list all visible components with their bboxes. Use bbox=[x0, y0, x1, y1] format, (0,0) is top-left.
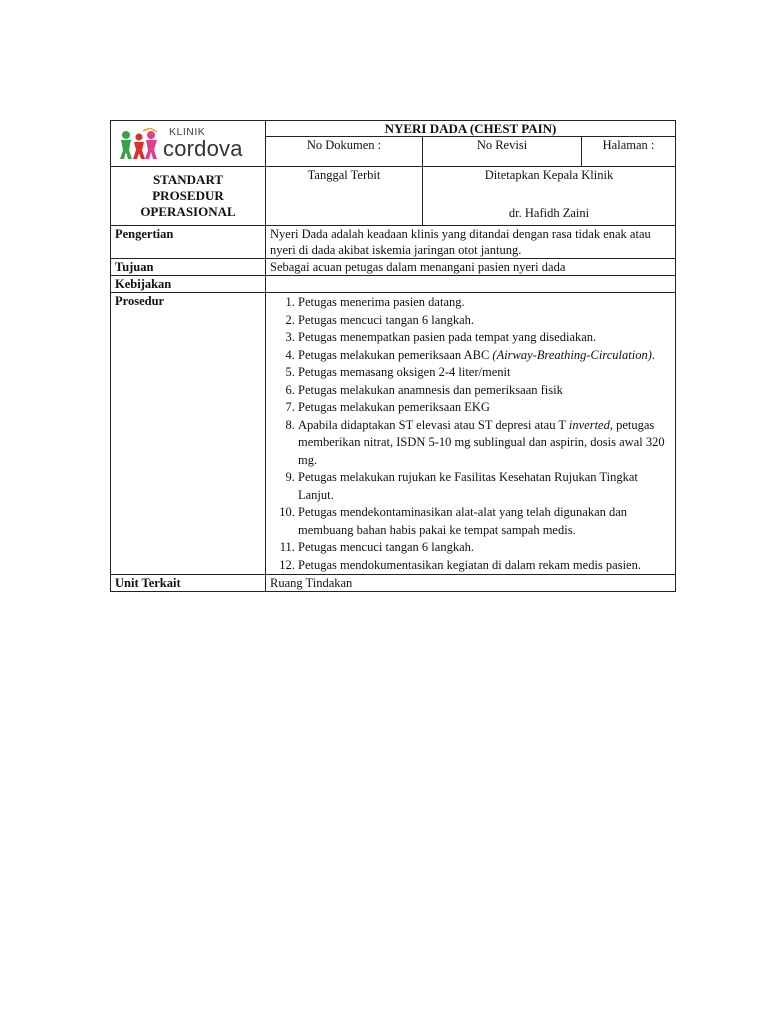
kebijakan-label: Kebijakan bbox=[111, 276, 266, 293]
prosedur-step-9: 9. Petugas melakukan rujukan ke Fasilitas Kesehatan Rujukan Tingkat Lanjut. bbox=[298, 469, 671, 504]
unit-terkait-text: Ruang Tindakan bbox=[266, 575, 676, 592]
ditetapkan-label: Ditetapkan Kepala Klinik bbox=[484, 168, 614, 182]
tujuan-text: Sebagai acuan petugas dalam menangani pasien nyeri dada bbox=[266, 259, 676, 276]
prosedur-step-8 bbox=[298, 417, 671, 470]
step-8-italic: inverted bbox=[568, 417, 610, 432]
sop-document bbox=[110, 120, 675, 592]
sop-heading bbox=[111, 167, 266, 226]
unit-terkait-label: Unit Terkait bbox=[111, 575, 266, 592]
prosedur-step-10: 10. Petugas mendekontaminasikan alat-alat yang telah digunakan dan membuang bahan habis pakai ke tempat sampah medis. bbox=[298, 504, 671, 539]
step-4-text: Petugas melakukan pemeriksaan ABC bbox=[298, 347, 493, 362]
signatory-name: dr. Hafidh Zaini bbox=[508, 206, 590, 220]
halaman-label: Halaman : bbox=[582, 137, 676, 167]
prosedur-step-11: 11. Petugas mencuci tangan 6 langkah. bbox=[298, 539, 671, 557]
logo-cordova-text: cordova bbox=[163, 135, 243, 161]
prosedur-list bbox=[270, 294, 671, 574]
tanggal-terbit-label: Tanggal Terbit bbox=[266, 167, 423, 226]
prosedur-cell bbox=[266, 293, 676, 575]
logo-cell bbox=[111, 121, 266, 167]
tujuan-label: Tujuan bbox=[111, 259, 266, 276]
sop-line-standart: STANDART bbox=[152, 172, 224, 187]
step-8-text: Apabila didaptakan ST elevasi atau ST depresi atau T bbox=[298, 417, 569, 432]
prosedur-step-3: 3. Petugas menempatkan pasien pada tempat yang disediakan. bbox=[298, 329, 671, 347]
sop-line-operasional: OPERASIONAL bbox=[140, 204, 236, 219]
pengertian-text: Nyeri Dada adalah keadaan klinis yang ditandai dengan rasa tidak enak atau nyeri di dada akibat iskemia jaringan otot jantung. bbox=[266, 226, 676, 259]
logo-klinik-text: KLINIK bbox=[169, 126, 206, 139]
prosedur-step-7: 7. Petugas melakukan pemeriksaan EKG bbox=[298, 399, 671, 417]
prosedur-step-1: 1. Petugas menerima pasien datang. bbox=[298, 294, 671, 312]
sop-line-prosedur: PROSEDUR bbox=[152, 188, 224, 203]
sop-table bbox=[110, 120, 676, 592]
no-revisi-label: No Revisi bbox=[423, 137, 582, 167]
prosedur-step-5: 5. Petugas memasang oksigen 2-4 liter/menit bbox=[298, 364, 671, 382]
prosedur-step-12: 12. Petugas mendokumentasikan kegiatan di dalam rekam medis pasien. bbox=[298, 557, 671, 575]
step-8-end: , petugas memberikan nitrat, ISDN 5-10 mg sublingual dan aspirin, dosis awal 320 mg. bbox=[298, 417, 665, 467]
prosedur-step-4 bbox=[298, 347, 671, 365]
step-4-end: . bbox=[651, 347, 655, 362]
family-figures-icon bbox=[119, 128, 159, 160]
prosedur-label: Prosedur bbox=[111, 293, 266, 575]
step-4-italic: (Airway-Breathing-Circulation) bbox=[492, 347, 652, 362]
pengertian-label: Pengertian bbox=[111, 226, 266, 259]
clinic-logo bbox=[119, 127, 265, 160]
document-title: NYERI DADA (CHEST PAIN) bbox=[266, 121, 676, 137]
prosedur-step-2: 2. Petugas mencuci tangan 6 langkah. bbox=[298, 312, 671, 330]
ditetapkan-cell bbox=[423, 167, 676, 226]
kebijakan-text bbox=[266, 276, 676, 293]
prosedur-step-6: 6. Petugas melakukan anamnesis dan pemeriksaan fisik bbox=[298, 382, 671, 400]
no-dokumen-label: No Dokumen : bbox=[266, 137, 423, 167]
